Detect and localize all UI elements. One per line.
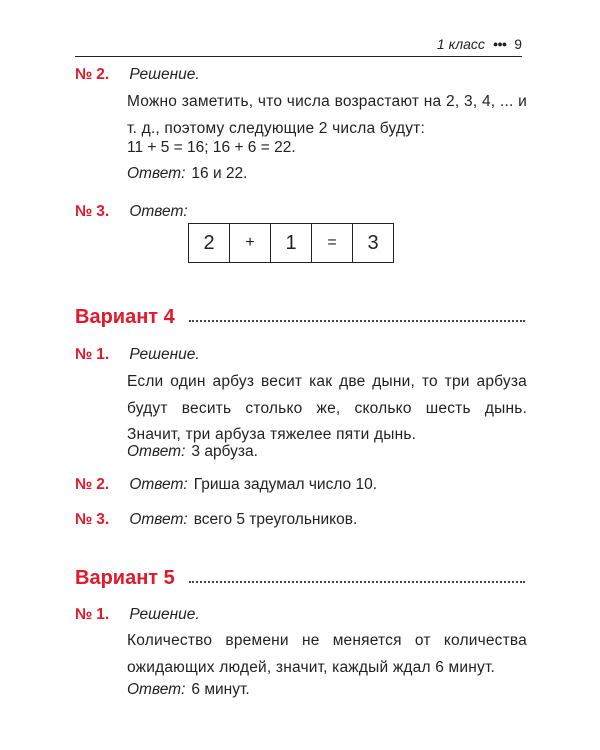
v5-task-1-answer xyxy=(127,677,250,703)
variant-5-heading xyxy=(75,563,525,593)
solution-label: Решение. xyxy=(129,606,200,623)
solution-label: Решение. xyxy=(129,66,200,83)
solution-label: Решение. xyxy=(129,346,200,363)
v4-task-3 xyxy=(75,507,357,533)
answer-label: Ответ: xyxy=(127,443,186,460)
equation-cell: 1 xyxy=(271,224,312,262)
task-number: № 2. xyxy=(75,476,110,493)
answer-value: Гриша задумал число 10. xyxy=(193,476,378,493)
task-2-calculation: 11 + 5 = 16; 16 + 6 = 22. xyxy=(127,139,296,156)
v5-task-1-heading xyxy=(75,602,200,628)
v4-task-2 xyxy=(75,472,377,498)
header-rule xyxy=(75,56,522,57)
v4-task-1-heading xyxy=(75,342,200,368)
running-header xyxy=(75,34,522,54)
answer-label: Ответ: xyxy=(127,681,186,698)
answer-label: Ответ: xyxy=(129,203,188,220)
equation-cell: 3 xyxy=(367,231,379,254)
task-number: № 1. xyxy=(75,606,110,623)
dotted-leader xyxy=(189,320,525,322)
equation-cell: + xyxy=(230,224,271,262)
task-3-heading xyxy=(75,199,188,225)
v4-task-1-answer xyxy=(127,439,258,465)
equation-cell: 2 xyxy=(189,224,230,262)
variant-4-heading xyxy=(75,302,525,332)
task-2-solution-text: Можно заметить, что числа возрастают на 2, 3, 4, ... и т. д., поэтому следующие 2 числа будут: xyxy=(127,93,527,137)
variant-title: Вариант 5 xyxy=(75,566,175,589)
answer-value: всего 5 треугольников. xyxy=(193,511,358,528)
grade-label: 1 класс xyxy=(436,36,485,52)
task-2-answer xyxy=(127,161,247,187)
dotted-leader xyxy=(189,581,525,583)
answer-value: 3 арбуза. xyxy=(191,443,258,460)
page-number: 9 xyxy=(514,36,522,52)
equation-cell: = xyxy=(312,224,353,262)
answer-value: 6 минут. xyxy=(191,681,250,698)
task-number: № 2. xyxy=(75,66,110,83)
answer-label: Ответ: xyxy=(129,476,188,493)
variant-title: Вариант 4 xyxy=(75,305,175,328)
equation-boxes xyxy=(188,223,394,263)
v4-task-1-solution-text: Если один арбуз весит как две дыни, то три арбуза будут весить столько же, сколько шесть дынь. Значит, три арбуза тяжелее пяти дынь. xyxy=(127,373,527,443)
task-number: № 3. xyxy=(75,203,110,220)
answer-label: Ответ: xyxy=(129,511,188,528)
task-number: № 3. xyxy=(75,511,110,528)
answer-label: Ответ: xyxy=(127,165,186,182)
v5-task-1-solution-text: Количество времени не меняется от количества ожидающих людей, значит, каждый ждал 6 минут. xyxy=(127,632,527,676)
dots-icon: ●●● xyxy=(492,39,507,49)
task-2-heading xyxy=(75,62,200,88)
answer-value: 16 и 22. xyxy=(191,165,248,182)
task-number: № 1. xyxy=(75,346,110,363)
